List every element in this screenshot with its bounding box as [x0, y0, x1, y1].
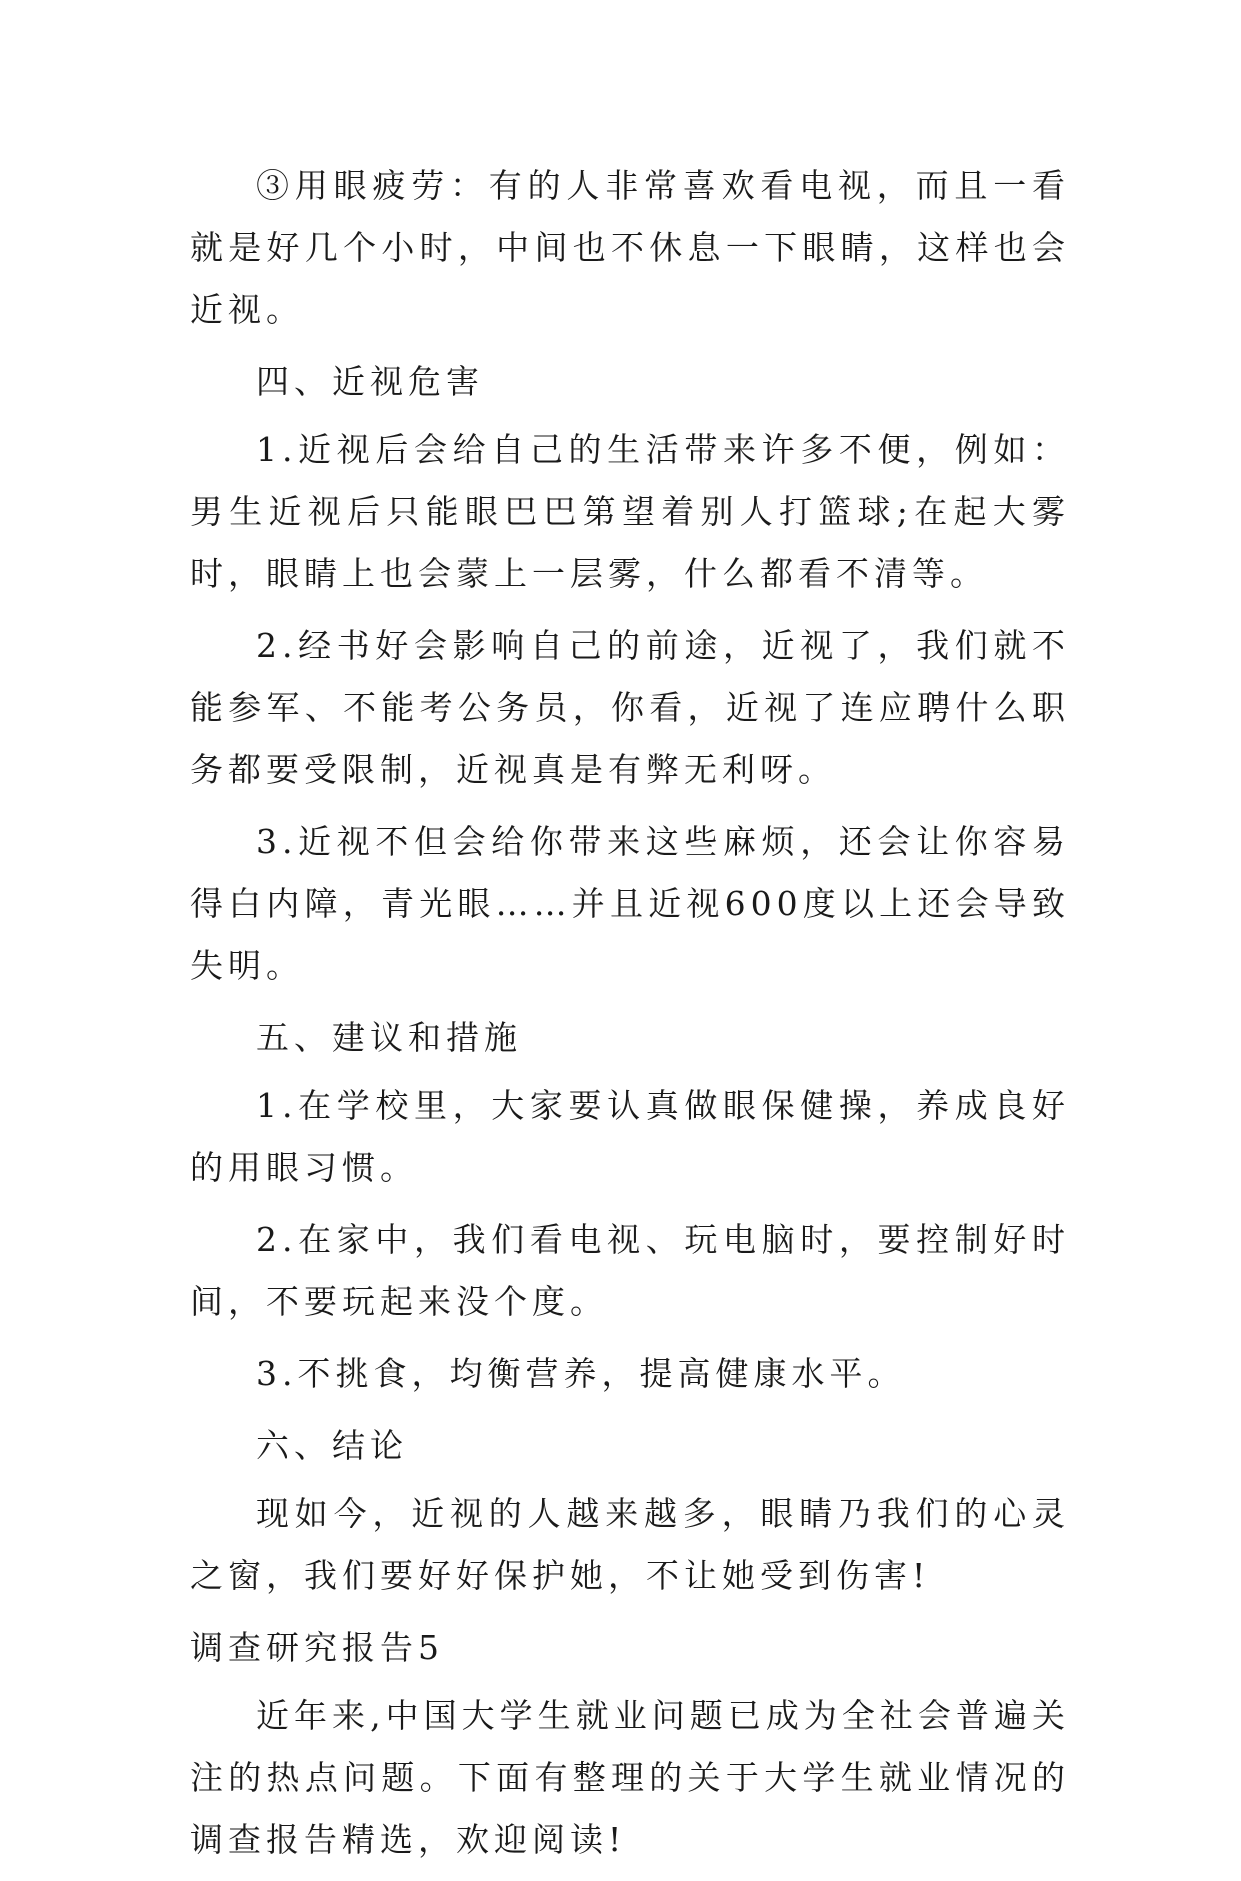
paragraph-harm-3: 3.近视不但会给你带来这些麻烦，还会让你容易得白内障，青光眼……并且近视600度以上还会导致失明。: [190, 822, 1070, 985]
paragraph-suggestion-1: 1.在学校里，大家要认真做眼保健操，养成良好的用眼习惯。: [190, 1086, 1070, 1187]
document-body: [190, 155, 1070, 1881]
paragraph-report-intro: 近年来,中国大学生就业问题已成为全社会普遍关注的热点问题。下面有整理的关于大学生就业情况的调查报告精选，欢迎阅读!: [190, 1696, 1070, 1859]
paragraph-harm-1: 1.近视后会给自己的生活带来许多不便，例如：男生近视后只能眼巴巴第望着别人打篮球;在起大雾时，眼睛上也会蒙上一层雾，什么都看不清等。: [190, 430, 1070, 593]
heading-myopia-harm: 四、近视危害: [256, 362, 484, 401]
report-title: 调查研究报告5: [190, 1628, 444, 1667]
paragraph-suggestion-2: 2.在家中，我们看电视、玩电脑时，要控制好时间，不要玩起来没个度。: [190, 1220, 1070, 1321]
heading-suggestions: 五、建议和措施: [256, 1018, 522, 1057]
paragraph-conclusion: 现如今，近视的人越来越多，眼睛乃我们的心灵之窗，我们要好好保护她，不让她受到伤害!: [190, 1494, 1070, 1595]
heading-conclusion: 六、结论: [256, 1426, 408, 1465]
paragraph-eye-fatigue: ③用眼疲劳：有的人非常喜欢看电视，而且一看就是好几个小时，中间也不休息一下眼睛，这样也会近视。: [190, 166, 1070, 329]
paragraph-suggestion-3: 3.不挑食，均衡营养，提高健康水平。: [256, 1354, 906, 1393]
paragraph-harm-2: 2.经书好会影响自己的前途，近视了，我们就不能参军、不能考公务员，你看，近视了连应聘什么职务都要受限制，近视真是有弊无利呀。: [190, 626, 1070, 789]
